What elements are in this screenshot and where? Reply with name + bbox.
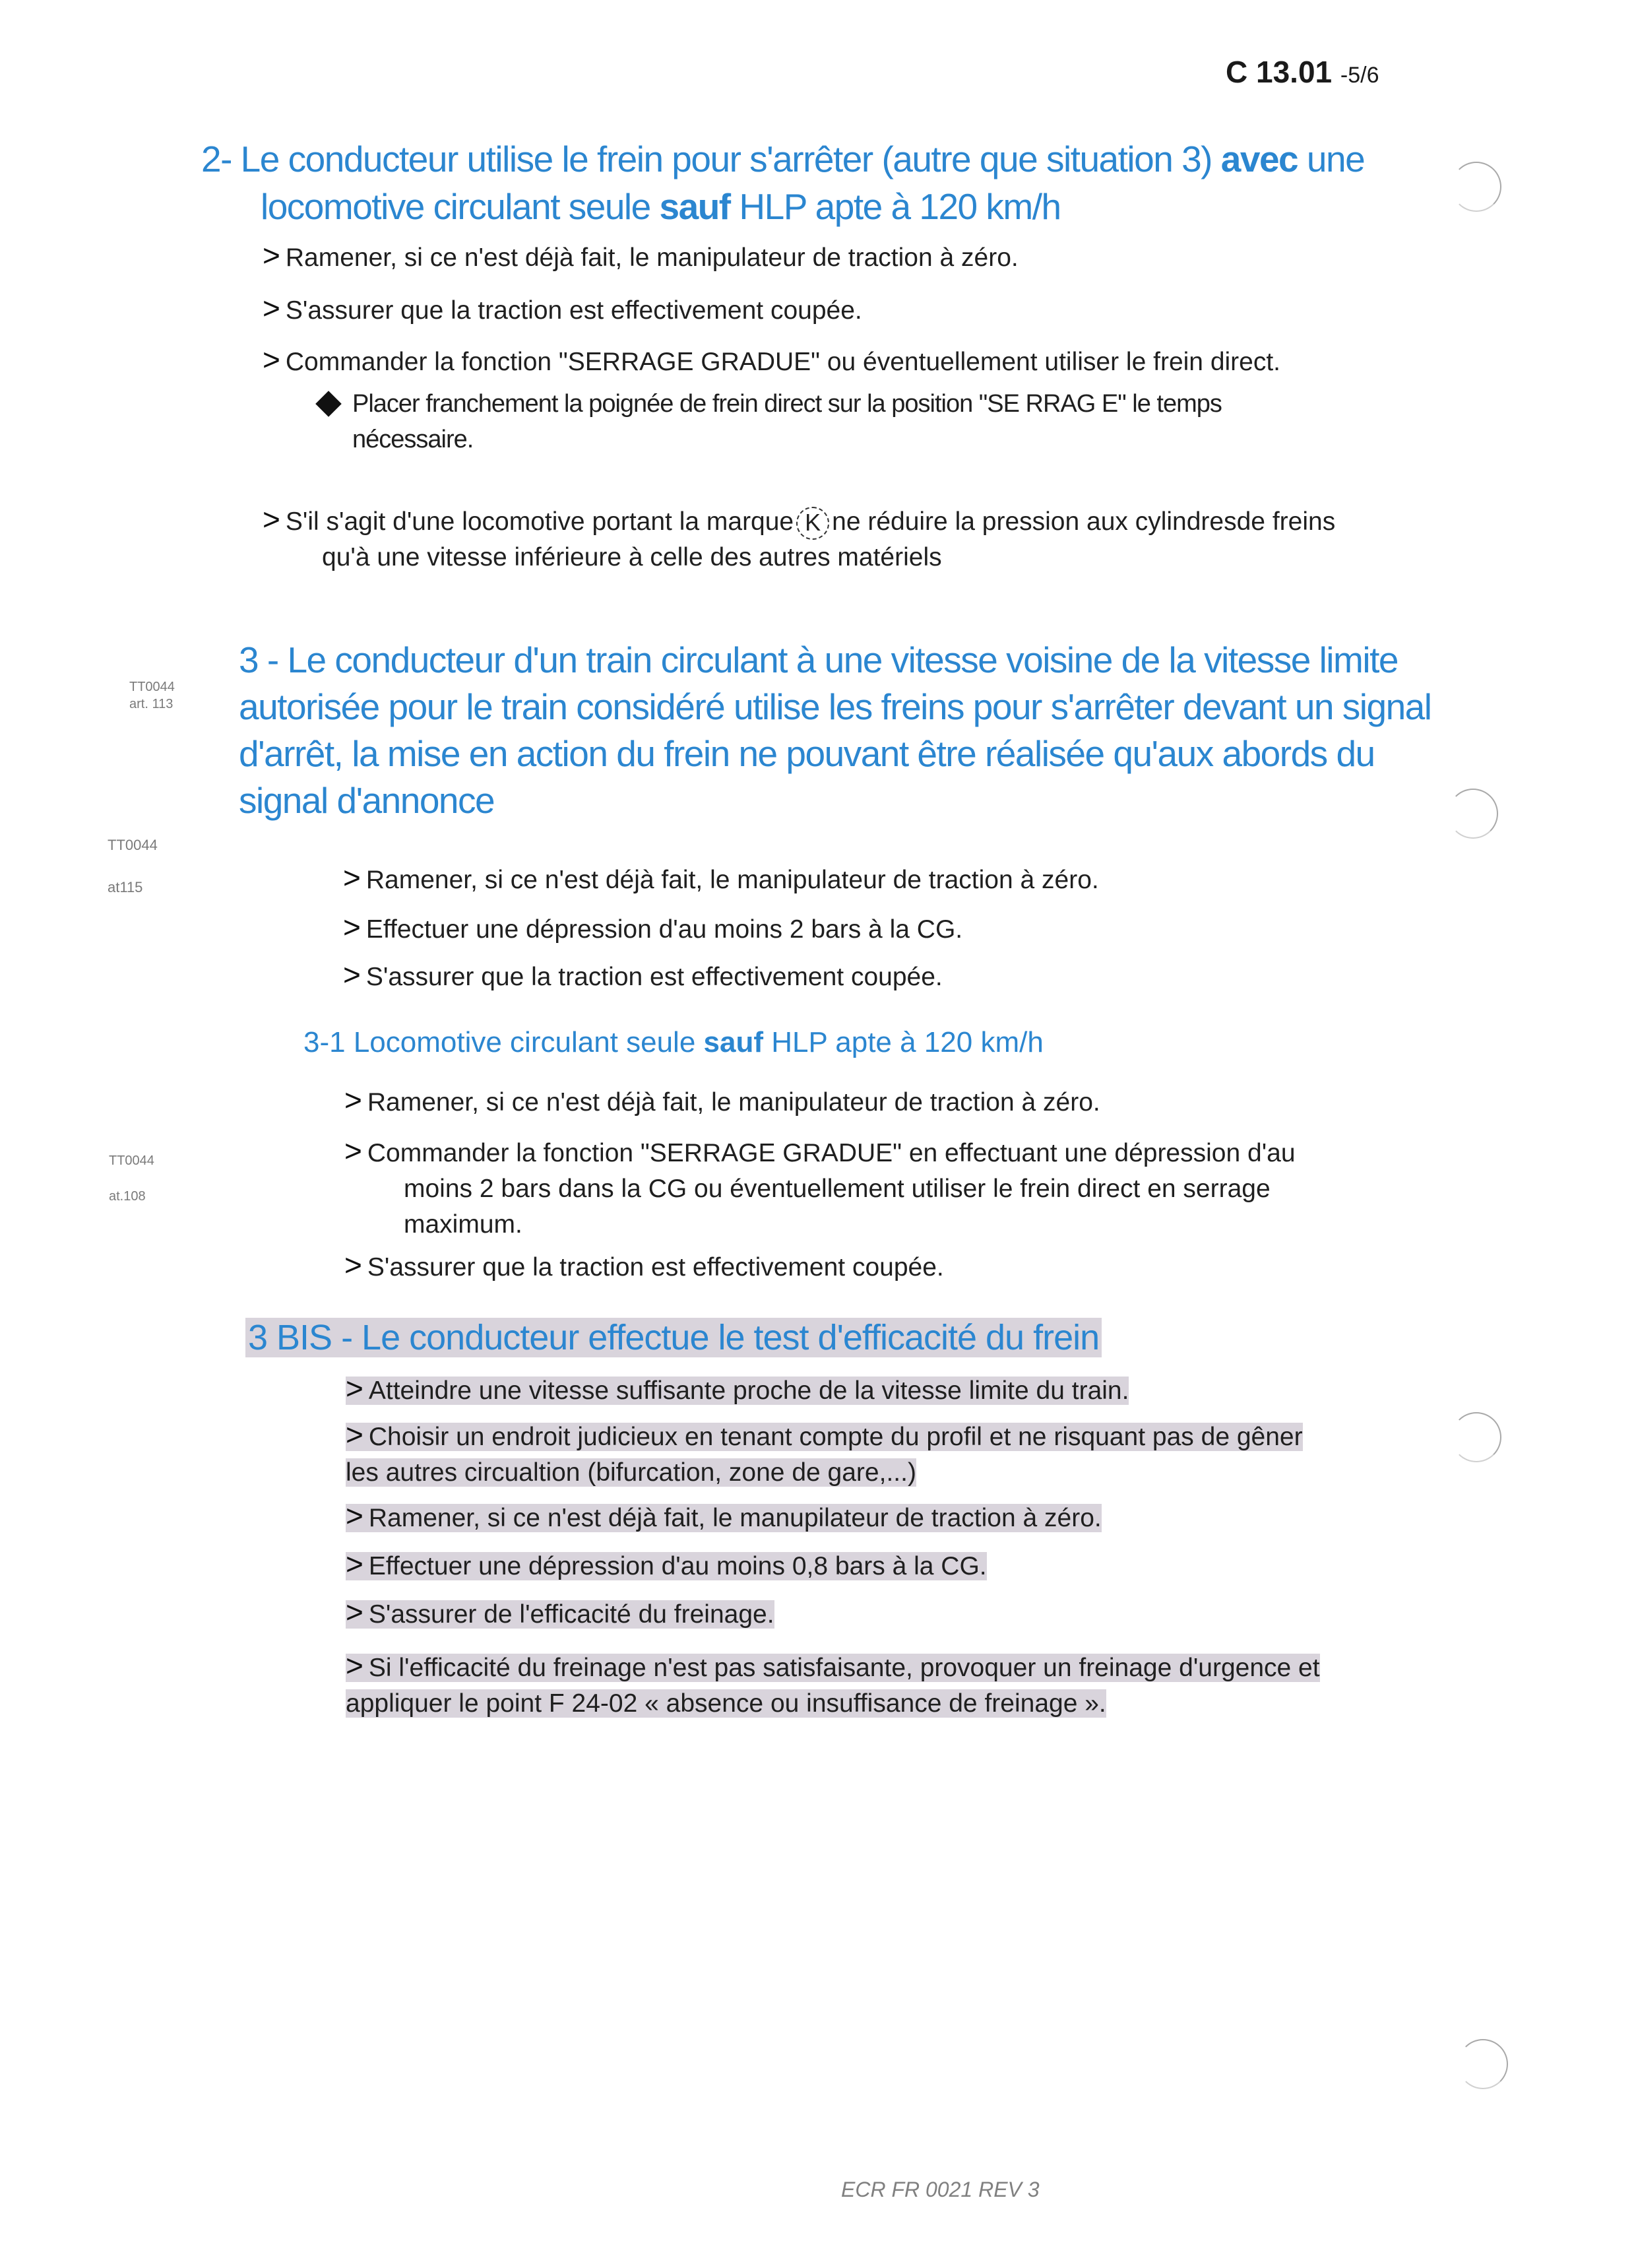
margin-ref-2b: at115 xyxy=(108,879,143,895)
section-3-1-item-3: > S'assurer que la traction est effectivement coupée. xyxy=(344,1248,944,1282)
section-3bis-item-4: > Effectuer une dépression d'au moins 0,8 bars à la CG. xyxy=(346,1547,987,1581)
footer-ref: ECR FR 0021 REV 3 xyxy=(841,2178,1040,2201)
margin-ref-3: TT0044 xyxy=(109,1153,154,1168)
punch-hole-3 xyxy=(1451,1412,1501,1462)
section-3-1-item-1: > Ramener, si ce n'est déjà fait, le manipulateur de traction à zéro. xyxy=(344,1083,1100,1117)
page-number: -5/6 xyxy=(1340,63,1379,88)
section-2-item-3: > Commander la fonction "SERRAGE GRADUE" ou éventuellement utiliser le frein direct. xyxy=(263,342,1281,377)
section-2-k-note: > S'il s'agit d'une locomotive portant la marque K ne réduire la pression aux cylindresde freins qu'à une vitesse inférieure à celle des autres matériels xyxy=(263,502,1336,571)
punch-hole-1 xyxy=(1451,162,1501,212)
margin-ref-3b: at.108 xyxy=(109,1189,146,1204)
section-3-1-heading: 3-1 Locomotive circulant seule sauf HLP apte à 120 km/h xyxy=(303,1026,1044,1058)
section-3-heading: 3 - Le conducteur d'un train circulant à une vitesse voisine de la vitesse limite autorisée pour le train considéré utilise les freins pour s'arrêter devant un signal d'arrêt, la mise en action du frein ne pouvant être réalisée qu'aux abords du signal d'annonce xyxy=(239,639,1432,821)
section-3-1-item-2: > Commander la fonction "SERRAGE GRADUE" en effectuant une dépression d'au moins 2 bars dans la CG ou éventuellement utiliser le frein direct en serrage maximum. xyxy=(344,1134,1296,1239)
k-mark-icon: K xyxy=(796,507,829,540)
document-code: C 13.01 xyxy=(1226,55,1333,89)
section-3bis-item-6: > Si l'efficacité du freinage n'est pas satisfaisante, provoquer un freinage d'urgence et appliquer le point F 24-02 « absence ou insuffisance de freinage ». xyxy=(346,1648,1320,1718)
section-3-item-2: > Effectuer une dépression d'au moins 2 bars à la CG. xyxy=(343,910,963,944)
section-2-item-1: > Ramener, si ce n'est déjà fait, le manipulateur de traction à zéro. xyxy=(263,238,1019,273)
section-2-item-2: > S'assurer que la traction est effectivement coupée. xyxy=(263,291,862,325)
section-3bis-item-3: > Ramener, si ce n'est déjà fait, le manupilateur de traction à zéro. xyxy=(346,1499,1102,1533)
section-3bis-item-1: > Atteindre une vitesse suffisante proche de la vitesse limite du train. xyxy=(346,1371,1129,1406)
page-header xyxy=(1226,54,1379,90)
section-3-item-1: > Ramener, si ce n'est déjà fait, le manipulateur de traction à zéro. xyxy=(343,860,1099,895)
section-2-subitem: Placer franchement la poignée de frein direct sur la position "SE RRAG E" le temps nécessaire. xyxy=(315,386,1222,457)
section-3bis-heading: 3 BIS - Le conducteur effectue le test d'efficacité du frein xyxy=(245,1314,1102,1361)
margin-ref-2: TT0044 xyxy=(108,837,158,853)
diamond-bullet-icon xyxy=(315,391,342,417)
section-3bis-item-2: > Choisir un endroit judicieux en tenant compte du profil et ne risquant pas de gêner les autres circualtion (bifurcation, zone de gare,...) xyxy=(346,1417,1303,1487)
section-3-item-3: > S'assurer que la traction est effectivement coupée. xyxy=(343,957,943,992)
section-3bis-item-5: > S'assurer de l'efficacité du freinage. xyxy=(346,1595,774,1629)
punch-hole-4 xyxy=(1458,2039,1508,2089)
section-2-heading: 2- Le conducteur utilise le frein pour s'arrêter (autre que situation 3) avec une locomotive circulant seule sauf HLP apte à 120 km/h xyxy=(201,139,1365,227)
margin-ref-1: TT0044 art. 113 xyxy=(129,680,175,711)
